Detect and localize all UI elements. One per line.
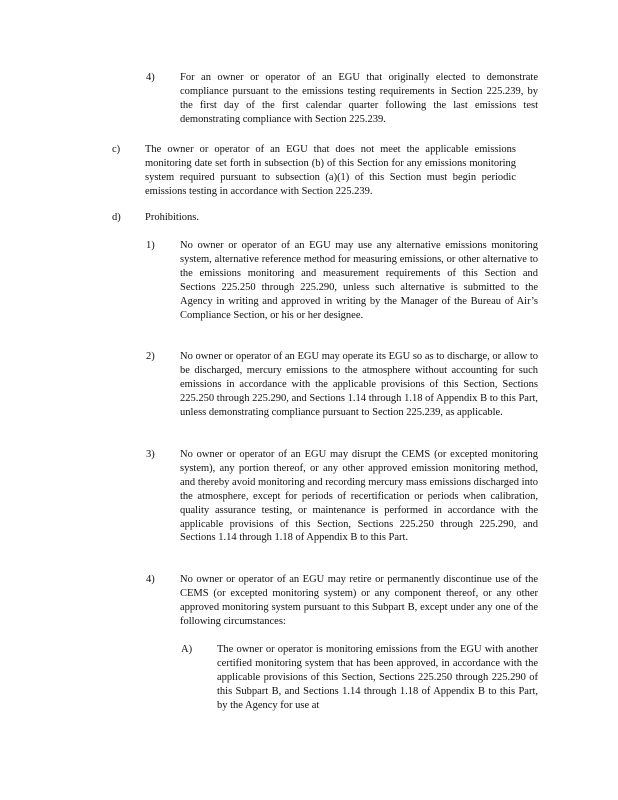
paragraph-label: c)	[112, 144, 121, 155]
paragraph-label: 1)	[146, 240, 155, 251]
paragraph-text: For an owner or operator of an EGU that originally elected to demonstrate compliance pursuant to the emissions testing requirements in Section 225.239, by the first day of the first calendar quarter following the last emissions test demonstrating compliance with Section 225.239.	[180, 72, 538, 125]
paragraph-text: The owner or operator of an EGU that does not meet the applicable emissions monitoring date set forth in subsection (b) of this Section for any emissions monitoring system required pursuant to subsection (a)(1) of this Section must begin periodic emissions testing in accordance with Section 225.239.	[145, 144, 516, 197]
paragraph-text: No owner or operator of an EGU may use any alternative emissions monitoring system, alternative reference method for measuring emissions, or other alternative to the emissions monitoring and measurement requirements of this Section and Sections 225.250 through 225.290, unless such alternative is submitted to the Agency in writing and approved in writing by the Manager of the Bureau of Air’s Compliance Section, or his or her designee.	[180, 240, 538, 321]
paragraph-text: No owner or operator of an EGU may retire or permanently discontinue use of the CEMS (or excepted monitoring system) or any component thereof, or any other approved monitoring system pursuant to this Subpart B, except under any one of the following circumstances:	[180, 574, 538, 627]
paragraph-heading: Prohibitions.	[145, 212, 199, 223]
paragraph-label: 4)	[146, 72, 155, 83]
paragraph-label: d)	[112, 212, 121, 223]
paragraph-label: 2)	[146, 351, 155, 362]
paragraph-text: The owner or operator is monitoring emissions from the EGU with another certified monitoring system that has been approved, in accordance with the applicable provisions of this Section, Sections 225.250 through 225.290 of this Subpart B, and Sections 1.14 through 1.18 of Appendix B to this Part, by the Agency for use at	[217, 644, 538, 711]
paragraph-text: No owner or operator of an EGU may disrupt the CEMS (or excepted monitoring system), any portion thereof, or any other approved emission monitoring method, and thereby avoid monitoring and recording mercury mass emissions discharged into the atmosphere, except for periods of recertification or periods when calibration, quality assurance testing, or maintenance is performed in accordance with the applicable provisions of this Section, Sections 225.250 through 225.290, and Sections 1.14 through 1.18 of Appendix B to this Part.	[180, 449, 538, 544]
paragraph-label: 4)	[146, 574, 155, 585]
paragraph-label: 3)	[146, 449, 155, 460]
paragraph-label: A)	[181, 644, 193, 655]
paragraph-text: No owner or operator of an EGU may operate its EGU so as to discharge, or allow to be discharged, mercury emissions to the atmosphere without accounting for such emissions in accordance with the applicable provisions of this Section, Sections 225.250 through 225.290, and Sections 1.14 through 1.18 of Appendix B to this Part, unless demonstrating compliance pursuant to Section 225.239, as applicable.	[180, 351, 538, 418]
